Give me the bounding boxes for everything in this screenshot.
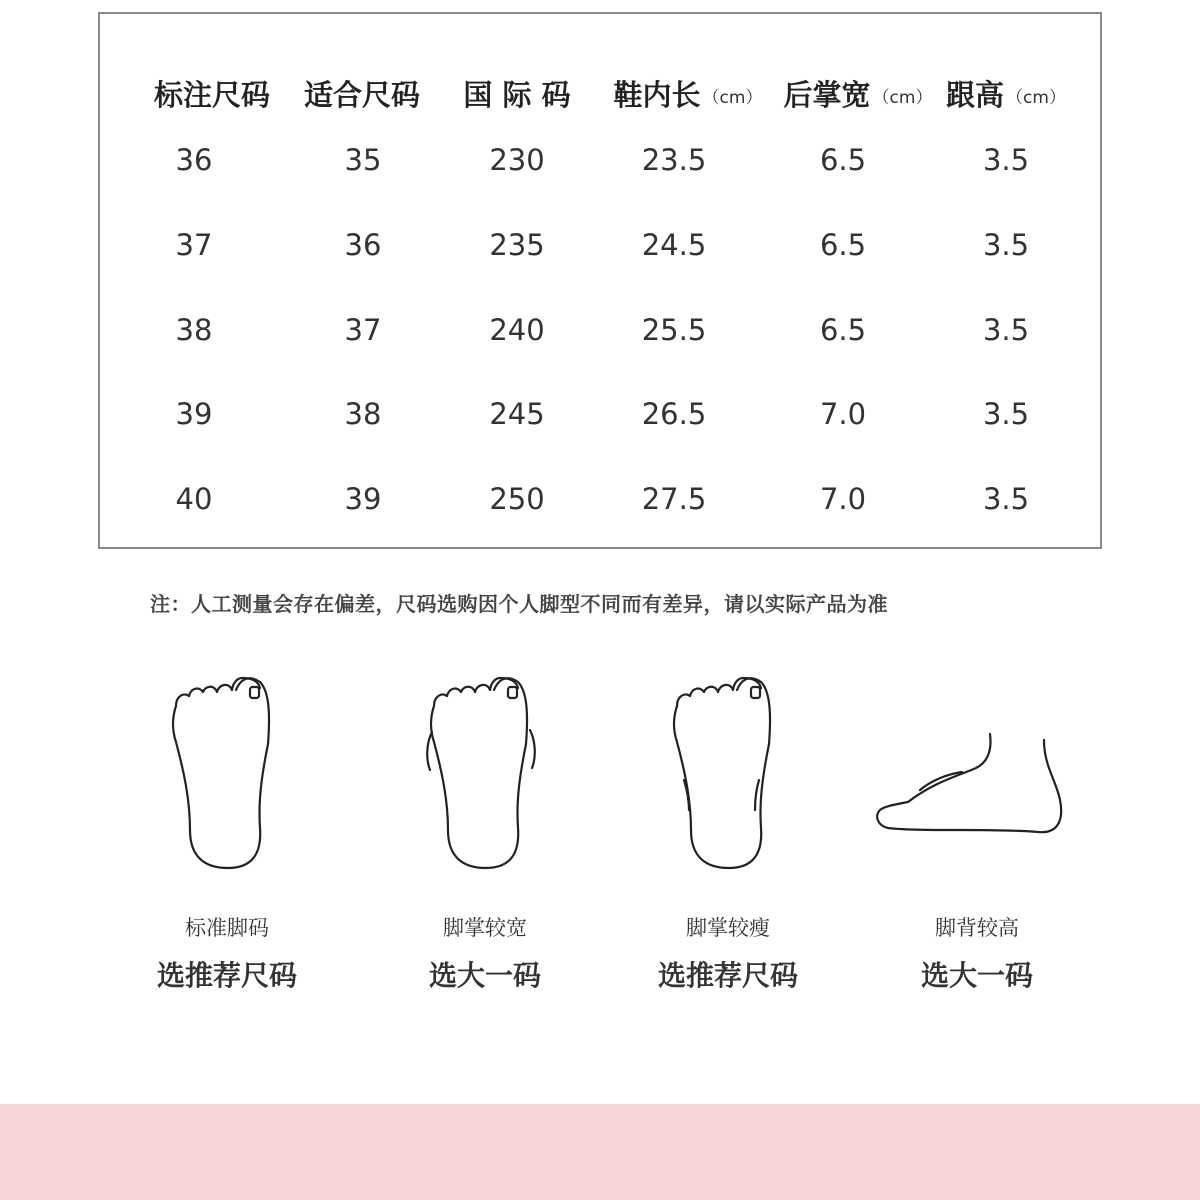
table-cell: 37 — [175, 228, 213, 262]
table-cell: 36 — [344, 228, 382, 262]
header-fit-size: 适合尺码 — [303, 78, 421, 112]
table-cell: 230 — [489, 143, 545, 177]
table-cell: 38 — [175, 313, 213, 347]
foot-advice: 选推荐尺码 — [657, 959, 798, 992]
header-rear-width: 后掌宽 （cm） — [783, 78, 933, 112]
foot-caption: 脚掌较宽 — [443, 916, 527, 940]
table-cell: 37 — [344, 313, 382, 347]
table-cell: 24.5 — [641, 228, 707, 262]
foot-caption: 脚背较高 — [935, 916, 1019, 940]
table-cell: 7.0 — [819, 482, 867, 516]
pink-footer-band — [0, 1104, 1200, 1200]
table-cell: 240 — [489, 313, 545, 347]
foot-advice: 选大一码 — [920, 959, 1033, 992]
table-cell: 3.5 — [982, 482, 1030, 516]
table-cell: 3.5 — [982, 313, 1030, 347]
foot-caption: 标准脚码 — [185, 916, 269, 940]
table-cell: 27.5 — [641, 482, 707, 516]
header-label-size: 标注尺码 — [153, 78, 271, 112]
table-cell: 39 — [344, 482, 382, 516]
header-intl-size: 国 际 码 — [463, 78, 571, 112]
table-cell: 26.5 — [641, 397, 707, 431]
table-cell: 245 — [489, 397, 545, 431]
table-cell: 6.5 — [819, 228, 867, 262]
foot-advice: 选推荐尺码 — [156, 959, 297, 992]
size-table — [98, 12, 1102, 549]
header-heel-height: 跟高 （cm） — [946, 78, 1066, 112]
table-cell: 250 — [489, 482, 545, 516]
table-cell: 35 — [344, 143, 382, 177]
foot-caption: 脚掌较瘦 — [686, 916, 770, 940]
foot-advice: 选大一码 — [428, 959, 541, 992]
measurement-note: 注：人工测量会存在偏差，尺码选购因个人脚型不同而有差异，请以实际产品为准 — [150, 592, 888, 616]
standard-foot-icon — [112, 670, 342, 880]
table-cell: 40 — [175, 482, 213, 516]
table-cell: 7.0 — [819, 397, 867, 431]
table-cell: 3.5 — [982, 397, 1030, 431]
table-cell: 3.5 — [982, 228, 1030, 262]
thin-foot-icon — [613, 670, 843, 880]
table-cell: 36 — [175, 143, 213, 177]
table-cell: 6.5 — [819, 313, 867, 347]
table-cell: 6.5 — [819, 143, 867, 177]
table-cell: 25.5 — [641, 313, 707, 347]
table-cell: 235 — [489, 228, 545, 262]
table-cell: 39 — [175, 397, 213, 431]
wide-foot-icon — [370, 670, 600, 880]
header-inner-length: 鞋内长 （cm） — [613, 78, 763, 112]
table-cell: 3.5 — [982, 143, 1030, 177]
table-cell: 23.5 — [641, 143, 707, 177]
high-instep-foot-icon — [862, 670, 1092, 880]
table-cell: 38 — [344, 397, 382, 431]
